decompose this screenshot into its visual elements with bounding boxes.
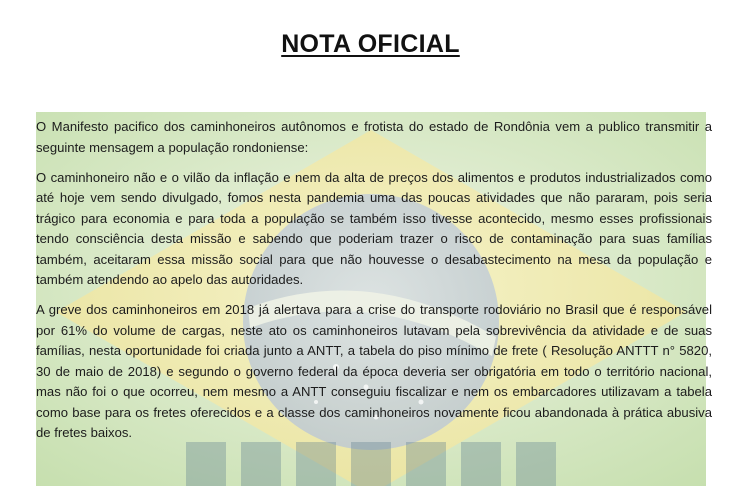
document-body <box>36 117 712 453</box>
paragraph-strike-2018: A greve dos caminhoneiros em 2018 já alertava para a crise do transporte rodoviário no Brasil que é responsável por 61% do volume de cargas, neste ato os caminhoneiros lutavam pela sobrevivência da atividade e de suas famílias, nesta oportunidade foi criada junto a ANTT, a tabela do piso mínimo de frete ( Resolução ANTTT n° 5820, 30 de maio de 2018) e segundo o governo federal da época deveria ser obrigatória em todo o território nacional, mas não foi o que ocorreu, nem mesmo a ANTT conseguiu fiscalizar e nem os embarcadores utilizavam a tabela como base para os fretes oferecidos e a classe dos caminhoneiros novamente ficou abandonada à prática abusiva de fretes baixos. <box>36 302 712 440</box>
paragraph-inflation: O caminhoneiro não e o vilão da inflação e nem da alta de preços dos alimentos e produtos industrializados como até hoje vem sendo divulgado, fomos nesta pandemia uma das poucas atividades que não pararam, pois seria trágico para economia e para toda a população se também isso tivesse acontecido, mesmo esses profissionais tendo consciência desta missão e sabendo que poderiam trazer o risco de contaminação para suas famílias também, aceitaram essa missão social para que não houvesse o desabastecimento na mesa da população e também atendendo ao apelo das autoridades. <box>36 169 712 287</box>
document-title-text: NOTA OFICIAL <box>281 30 460 58</box>
document-title <box>0 30 741 59</box>
paragraph-intro: O Manifesto pacifico dos caminhoneiros autônomos e frotista do estado de Rondônia vem a publico transmitir a seguinte mensagem a população rondoniense: <box>36 119 712 155</box>
